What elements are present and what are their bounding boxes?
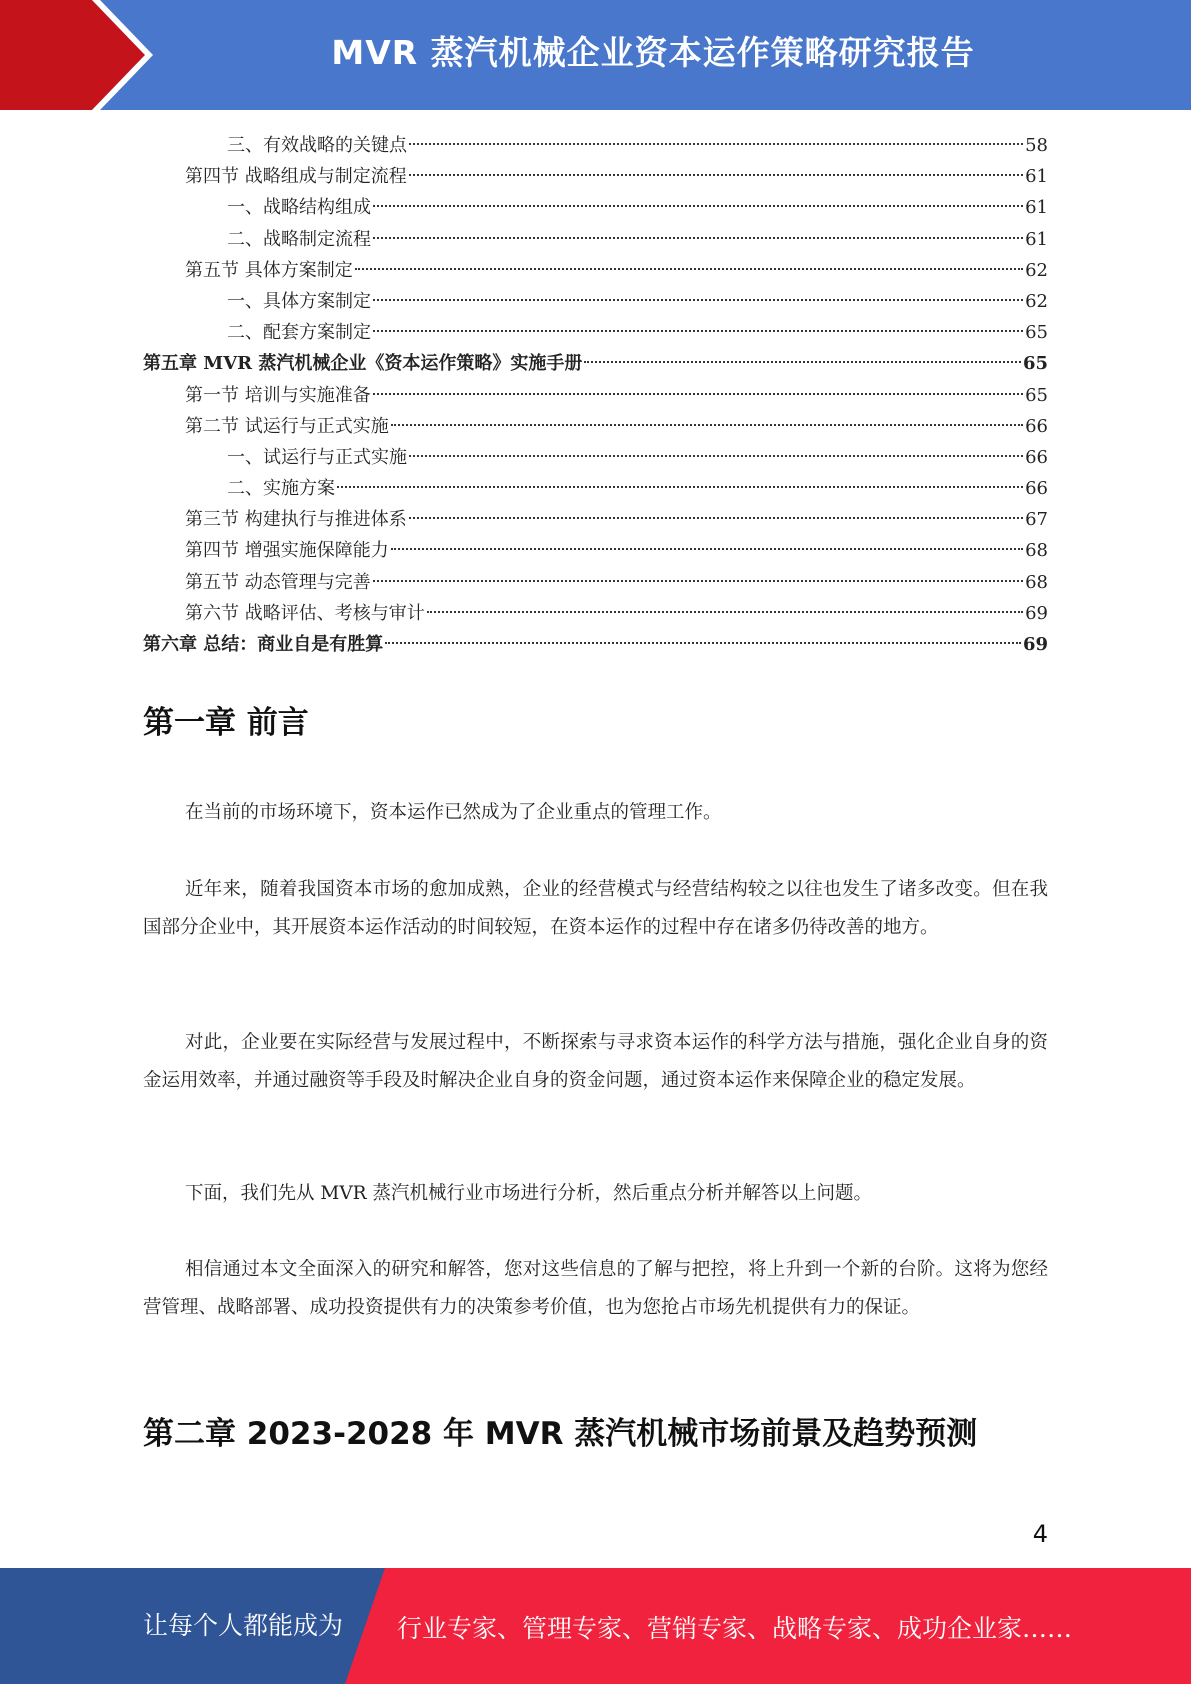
toc-entry-text: 三、有效战略的关键点 <box>227 135 407 156</box>
toc-entry[interactable] <box>143 192 1048 223</box>
toc-entry-text: 一、具体方案制定 <box>227 290 371 312</box>
toc-entry[interactable] <box>143 286 1048 317</box>
toc-entry-text: 二、实施方案 <box>227 478 335 500</box>
toc-entry-text: 第六节 战略评估、考核与审计 <box>185 602 425 624</box>
toc-entry-page: 62 <box>1025 259 1048 281</box>
table-of-contents <box>143 130 1048 660</box>
toc-leader-dots <box>373 393 1023 395</box>
toc-entry[interactable] <box>143 161 1048 192</box>
toc-entry-page: 61 <box>1025 197 1048 219</box>
toc-entry-text: 二、战略制定流程 <box>227 228 371 250</box>
page-number: 4 <box>1032 1520 1048 1548</box>
toc-leader-dots <box>373 237 1023 239</box>
toc-entry-page: 67 <box>1025 509 1048 531</box>
toc-entry-page: 62 <box>1025 290 1048 312</box>
toc-entry-text: 第四节 战略组成与制定流程 <box>185 166 407 188</box>
toc-chapter-entry[interactable] <box>143 348 1048 379</box>
toc-leader-dots <box>391 424 1023 426</box>
toc-entry-page: 69 <box>1025 602 1048 624</box>
toc-entry-text: 第五节 具体方案制定 <box>185 259 353 281</box>
paragraph: 近年来，随着我国资本市场的愈加成熟，企业的经营模式与经营结构较之以往也发生了诸多改变。但在我国部分企业中，其开展资本运作活动的时间较短，在资本运作的过程中存在诸多仍待改善的地方。 <box>143 879 1048 938</box>
toc-entry[interactable] <box>143 473 1048 504</box>
toc-entry-page: 68 <box>1025 540 1048 562</box>
toc-entry[interactable] <box>143 130 1048 161</box>
toc-entry-text: 第二节 试运行与正式实施 <box>185 415 389 437</box>
chapter-1-heading: 第一章 前言 <box>143 705 309 741</box>
toc-entry-text: 第五章 MVR 蒸汽机械企业《资本运作策略》实施手册 <box>143 353 583 375</box>
toc-leader-dots <box>409 143 1023 145</box>
paragraph: 相信通过本文全面深入的研究和解答，您对这些信息的了解与把控，将上升到一个新的台阶。这将为您经营管理、战略部署、成功投资提供有力的决策参考价值，也为您抢占市场先机提供有力的保证。 <box>143 1259 1048 1318</box>
toc-entry-text: 第五节 动态管理与完善 <box>185 571 371 593</box>
toc-entry-text: 第三节 构建执行与推进体系 <box>185 509 407 531</box>
header-red-arrow <box>0 0 150 110</box>
toc-entry-page: 66 <box>1025 478 1048 500</box>
toc-leader-dots <box>373 330 1023 332</box>
toc-entry[interactable] <box>143 224 1048 255</box>
toc-entry-text: 一、战略结构组成 <box>227 197 371 219</box>
toc-leader-dots <box>391 548 1023 550</box>
toc-leader-dots <box>373 580 1023 582</box>
chapter-2-heading: 第二章 2023-2028 年 MVR 蒸汽机械市场前景及趋势预测 <box>143 1416 978 1452</box>
toc-entry-page: 66 <box>1025 446 1048 468</box>
toc-entry-page: 65 <box>1022 353 1048 375</box>
toc-entry[interactable] <box>143 504 1048 535</box>
footer-slogan-left: 让每个人都能成为 <box>143 1611 344 1640</box>
toc-entry-page: 65 <box>1025 384 1048 406</box>
toc-entry-page: 58 <box>1025 135 1048 156</box>
report-title: MVR 蒸汽机械企业资本运作策略研究报告 <box>331 33 975 72</box>
toc-entry-page: 61 <box>1025 166 1048 188</box>
toc-entry[interactable] <box>143 598 1048 629</box>
toc-entry-text: 第六章 总结：商业自是有胜算 <box>143 634 384 655</box>
toc-entry[interactable] <box>143 442 1048 473</box>
toc-entry[interactable] <box>143 255 1048 286</box>
paragraph: 下面，我们先从 MVR 蒸汽机械行业市场进行分析，然后重点分析并解答以上问题。 <box>185 1183 872 1204</box>
toc-entry-text: 第四节 增强实施保障能力 <box>185 540 389 562</box>
toc-entry-text: 第一节 培训与实施准备 <box>185 384 371 406</box>
toc-leader-dots <box>373 299 1023 301</box>
paragraph: 在当前的市场环境下，资本运作已然成为了企业重点的管理工作。 <box>185 802 722 823</box>
toc-entry[interactable] <box>143 535 1048 566</box>
toc-entry-page: 68 <box>1025 571 1048 593</box>
toc-leader-dots <box>409 174 1023 176</box>
toc-entry-page: 65 <box>1025 322 1048 344</box>
footer-banner <box>0 1568 1191 1684</box>
toc-leader-dots <box>355 268 1023 270</box>
toc-entry[interactable] <box>143 317 1048 348</box>
toc-leader-dots <box>409 517 1023 519</box>
toc-leader-dots <box>584 361 1021 363</box>
toc-entry-page: 69 <box>1022 634 1048 655</box>
header-banner <box>0 0 1191 110</box>
toc-entry[interactable] <box>143 380 1048 411</box>
toc-entry[interactable] <box>143 567 1048 598</box>
toc-entry[interactable] <box>143 411 1048 442</box>
toc-leader-dots <box>409 455 1023 457</box>
toc-chapter-entry[interactable] <box>143 629 1048 660</box>
toc-leader-dots <box>385 642 1021 644</box>
toc-leader-dots <box>427 611 1023 613</box>
paragraph: 对此，企业要在实际经营与发展过程中，不断探索与寻求资本运作的科学方法与措施，强化企业自身的资金运用效率，并通过融资等手段及时解决企业自身的资金问题，通过资本运作来保障企业的稳定发展。 <box>143 1032 1048 1091</box>
toc-entry-page: 61 <box>1025 228 1048 250</box>
toc-entry-page: 66 <box>1025 415 1048 437</box>
toc-entry-text: 二、配套方案制定 <box>227 322 371 344</box>
toc-leader-dots <box>337 486 1023 488</box>
toc-entry-text: 一、试运行与正式实施 <box>227 446 407 468</box>
toc-leader-dots <box>373 205 1023 207</box>
footer-slogan-right: 行业专家、管理专家、营销专家、战略专家、成功企业家…… <box>397 1614 1073 1643</box>
